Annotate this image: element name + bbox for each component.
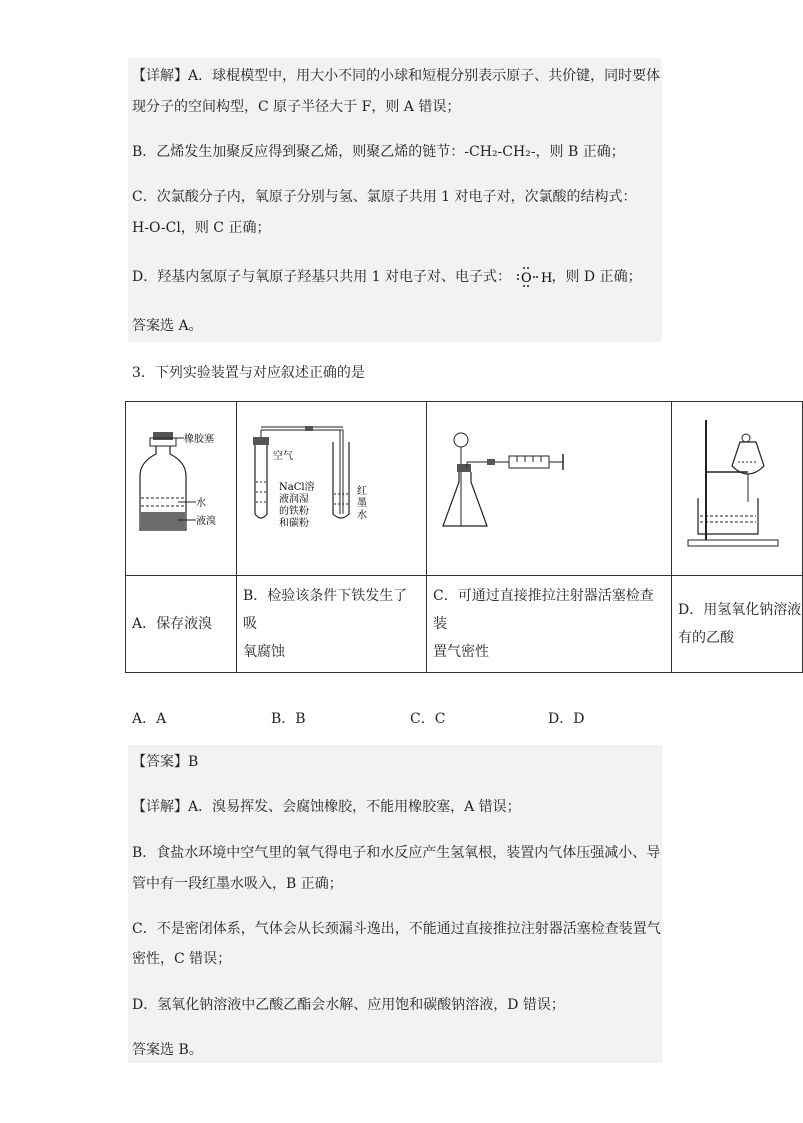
caption-a (126, 576, 237, 673)
figure-c-cell (427, 402, 672, 576)
caption-c-line-2: 置气密性 (433, 644, 489, 660)
formula-o: O (521, 271, 533, 286)
caption-b-line-2: 氧腐蚀 (243, 644, 285, 660)
iron-corrosion-figure (237, 402, 426, 571)
answer-line-7: 答案选 B。 (132, 1042, 203, 1058)
caption-c (427, 576, 672, 673)
caption-c-line-1: C．可通过直接推拉注射器活塞检查装 (433, 588, 654, 632)
explanation1-line-7: 答案选 A。 (132, 318, 203, 334)
label-water: 水 (196, 498, 206, 509)
answer-label: 【答案】B (132, 754, 199, 770)
figure-b-cell (237, 402, 427, 576)
label-bromine: 液溴 (196, 516, 216, 527)
explanation1-line-6 (132, 268, 642, 286)
explanation1-line-4: C．次氯酸分子内，氧原子分别与氢、氯原子共用 1 对电子对，次氯酸的结构式： (132, 189, 637, 205)
hydroxyl-electron-formula (515, 268, 551, 286)
label-nacl-4: 和碳粉 (279, 518, 309, 529)
label-ink-1: 红 (357, 486, 367, 497)
caption-d-line-2: 有的乙酸 (678, 630, 734, 646)
explanation1-line-3: B．乙烯发生加聚反应得到聚乙烯，则聚乙烯的链节：-CH₂-CH₂-，则 B 正确； (132, 144, 625, 160)
answer-line-4: C．不是密闭体系，气体会从长颈漏斗逸出，不能通过直接推拉注射器活塞检查装置气 (132, 921, 661, 937)
question-stem: 3．下列实验装置与对应叙述正确的是 (132, 365, 365, 381)
explanation1-line-6-end: ，则 D 正确； (551, 269, 642, 285)
answer-line-5: 密性，C 错误； (132, 951, 232, 967)
label-stopper: 橡胶塞 (184, 434, 214, 445)
label-nacl-2: 液润湿 (279, 494, 309, 505)
answer-line-3: 管中有一段红墨水吸入，B 正确； (132, 876, 343, 892)
caption-b-line-1: B．检验该条件下铁发生了吸 (243, 588, 408, 632)
answer-line-1: 【详解】A．溴易挥发、会腐蚀橡胶，不能用橡胶塞，A 错误； (132, 799, 521, 815)
caption-d-line-1: D．用氢氧化钠溶液 (678, 602, 802, 618)
label-ink-3: 水 (357, 510, 367, 521)
figure-a-cell (126, 402, 237, 576)
label-air: 空气 (273, 451, 293, 462)
option-d: D．D (548, 711, 585, 727)
syringe-flask-figure (427, 402, 671, 571)
apparatus-table (125, 401, 803, 673)
label-nacl-1: NaCl溶 (279, 482, 315, 493)
figure-d-cell (672, 402, 803, 576)
option-b: B．B (271, 711, 306, 727)
answer-block (128, 745, 662, 1063)
formula-h: H (541, 271, 553, 286)
separatory-funnel-figure (672, 402, 802, 571)
option-c: C．C (410, 711, 446, 727)
label-nacl-3: 的铁粉 (279, 506, 309, 517)
bromine-bottle-figure (126, 402, 236, 571)
caption-d (672, 576, 803, 673)
caption-a-line-1: A．保存液溴 (132, 616, 213, 632)
explanation1-line-5: H-O-Cl，则 C 正确； (132, 220, 271, 236)
answer-line-6: D．氢氧化钠溶液中乙酸乙酯会水解、应用饱和碳酸钠溶液，D 错误； (132, 997, 565, 1013)
explanation1-line-1: 【详解】A．球棍模型中，用大小不同的小球和短棍分别表示原子、共价键，同时要体 (132, 68, 661, 84)
answer-line-2: B．食盐水环境中空气里的氧气得电子和水反应产生氢氧根，装置内气体压强减小、导 (132, 845, 661, 861)
explanation1-line-6-text: D．羟基内氢原子与氧原子羟基只共用 1 对电子对、电子式： (132, 269, 512, 285)
label-ink-2: 墨 (357, 498, 367, 509)
option-a: A．A (132, 711, 167, 727)
caption-b (237, 576, 427, 673)
explanation1-line-2: 现分子的空间构型，C 原子半径大于 F，则 A 错误； (132, 99, 461, 115)
